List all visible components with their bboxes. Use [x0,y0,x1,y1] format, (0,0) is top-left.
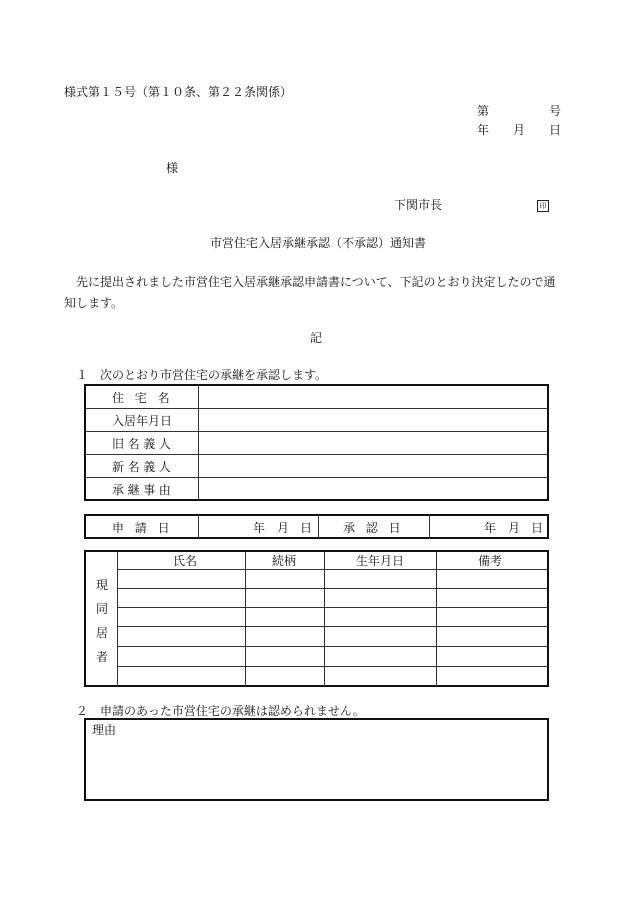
apply-date-label: 申請日 [112,521,181,535]
document-title: 市営住宅入居承継承認（不承認）通知書 [210,236,427,250]
section1-heading: １ 次のとおり市営住宅の承継を承認します。 [76,368,328,382]
side-label-char-2: 同 [96,602,109,616]
apply-day: 日 [300,521,313,535]
row-label-house-name: 住宅名 [112,391,181,405]
row-label-new-holder: 新名義人 [112,460,175,474]
col-header-birthdate: 生年月日 [356,554,405,568]
section2-heading: ２ 申請のあった市営住宅の承継は認められません。 [76,704,365,718]
house-info-table [84,384,549,501]
apply-month: 月 [277,521,290,535]
date-year: 年 [477,123,490,137]
approve-year: 年 [484,521,497,535]
approve-date-label: 承認日 [343,521,412,535]
reason-box [84,718,549,801]
col-header-relationship: 続柄 [272,554,297,568]
col-header-remarks: 備考 [478,554,503,568]
approve-day: 日 [531,521,544,535]
row-label-move-in-date: 入居年月日 [112,414,173,428]
addressee-suffix: 様 [166,161,179,175]
seal-mark: 印 [537,200,549,212]
date-day: 日 [549,123,562,137]
date-month: 月 [513,123,526,137]
record-label: 記 [310,331,323,345]
sender-name: 下関市長 [394,198,443,212]
form-number: 様式第１５号（第１０条、第２２条関係） [64,85,293,99]
row-label-former-holder: 旧名義人 [112,437,175,451]
approve-month: 月 [508,521,521,535]
apply-year: 年 [253,521,266,535]
side-label-char-4: 者 [96,650,109,664]
number-prefix: 第 [477,104,490,118]
row-label-succession-reason: 承継事由 [112,483,175,497]
number-suffix: 号 [549,104,562,118]
dates-table [84,514,549,539]
side-label-char-1: 現 [96,578,109,592]
body-text: 先に提出されました市営住宅入居承継承認申請書について、下記のとおり決定したので通知します。 [64,275,556,310]
reason-label: 理由 [92,723,117,737]
col-header-name: 氏名 [173,554,198,568]
cohabitants-table [84,550,549,687]
side-label-char-3: 居 [96,626,109,640]
